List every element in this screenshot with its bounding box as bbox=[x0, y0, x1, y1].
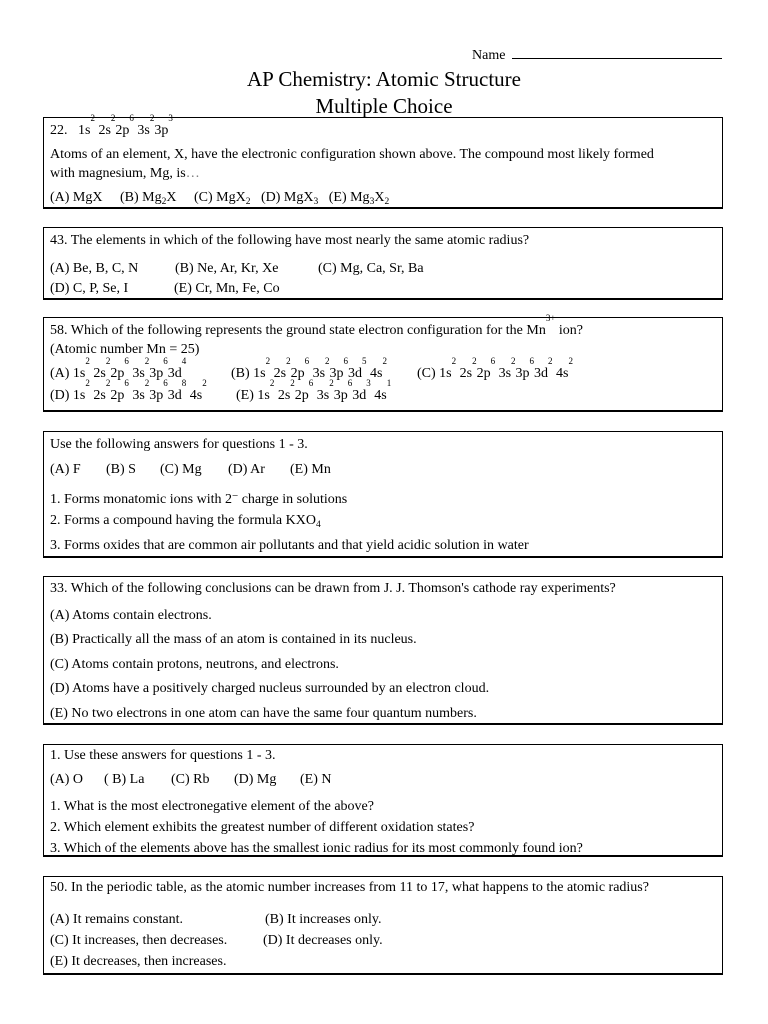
q22-config: $1s^2$ $2s^22p^6$ $3s^23p^3$ bbox=[78, 113, 173, 138]
q58-option-e[interactable]: (E) $1s^2$ $2s^22p^6$ $3s^23p^63d^3$ $4s^1$ bbox=[236, 378, 392, 403]
q33-stem: 33. Which of the following conclusions can be drawn from J. J. Thomson's cathode ray experiments? bbox=[50, 581, 616, 596]
q43-option-e[interactable]: (E) Cr, Mn, Fe, Co bbox=[174, 281, 280, 296]
set1-item-3: 3. Forms oxides that are common air pollutants and that yield acidic solution in water bbox=[50, 538, 529, 553]
set1-option-e[interactable]: (E) Mn bbox=[290, 462, 331, 477]
question-22-box bbox=[43, 113, 723, 209]
set2-option-c[interactable]: (C) Rb bbox=[171, 772, 210, 787]
q33-option-b[interactable]: (B) Practically all the mass of an atom is contained in its nucleus. bbox=[50, 632, 417, 647]
set1-option-c[interactable]: (C) Mg bbox=[160, 462, 202, 477]
set2-option-a[interactable]: (A) O bbox=[50, 772, 84, 787]
name-field bbox=[472, 46, 722, 64]
q58-stem-line2: (Atomic number Mn = 25) bbox=[50, 342, 200, 357]
q50-option-e[interactable]: (E) It decreases, then increases. bbox=[50, 954, 227, 969]
q50-stem: 50. In the periodic table, as the atomic number increases from 11 to 17, what happens to the atomic radius? bbox=[50, 880, 649, 895]
set2-option-d[interactable]: (D) Mg bbox=[234, 772, 277, 787]
q50-option-c[interactable]: (C) It increases, then decreases. bbox=[50, 933, 228, 948]
q43-option-c[interactable]: (C) Mg, Ca, Sr, Ba bbox=[318, 261, 424, 276]
set2-option-e[interactable]: (E) N bbox=[300, 772, 332, 787]
answer-set-2-box bbox=[43, 744, 723, 857]
q22-options bbox=[50, 188, 389, 209]
q43-option-b[interactable]: (B) Ne, Ar, Kr, Xe bbox=[175, 261, 279, 276]
q43-option-a[interactable]: (A) Be, B, C, N bbox=[50, 261, 139, 276]
set1-item-2: 2. Forms a compound having the formula $KXO_4$ bbox=[50, 513, 321, 530]
q50-option-a[interactable]: (A) It remains constant. bbox=[50, 912, 183, 927]
set1-option-a[interactable]: (A) F bbox=[50, 462, 81, 477]
set2-intro: 1. Use these answers for questions 1 - 3. bbox=[50, 748, 276, 763]
set1-intro: Use the following answers for questions 1 - 3. bbox=[50, 437, 308, 452]
q43-stem: 43. The elements in which of the following have most nearly the same atomic radius? bbox=[50, 233, 530, 248]
set2-item-2: 2. Which element exhibits the greatest number of different oxidation states? bbox=[50, 820, 475, 835]
q33-option-c[interactable]: (C) Atoms contain protons, neutrons, and electrons. bbox=[50, 657, 339, 672]
q58-option-d[interactable]: (D) $1s^2$ $2s^22p^6$ $3s^23p^63d^8$ $4s^2$ bbox=[50, 378, 207, 403]
question-50-box bbox=[43, 876, 723, 975]
q58-option-b[interactable]: (B) $1s^2$ $2s^22p^6$ $3s^23p^63d^5$ $4s^2$ bbox=[231, 356, 387, 381]
q50-option-b[interactable]: (B) It increases only. bbox=[265, 912, 382, 927]
q22-header: 22. $1s^2$ $2s^22p^6$ $3s^23p^3$ bbox=[50, 113, 173, 138]
set1-option-b[interactable]: (B) S bbox=[106, 462, 136, 477]
q58-stem: 58. Which of the following represents the ground state electron configuration for the $Mn^{3+}$ ion? bbox=[50, 313, 584, 338]
name-label: Name bbox=[472, 48, 506, 63]
question-58-box bbox=[43, 313, 723, 412]
q50-option-d[interactable]: (D) It decreases only. bbox=[263, 933, 383, 948]
set2-option-b[interactable]: ( B) La bbox=[104, 772, 145, 787]
q43-option-d[interactable]: (D) C, P, Se, I bbox=[50, 281, 129, 296]
q22-stem-line1: Atoms of an element, X, have the electronic configuration shown above. The compound most likely formed bbox=[50, 147, 654, 162]
q33-option-e[interactable]: (E) No two electrons in one atom can have the same four quantum numbers. bbox=[50, 706, 477, 721]
name-blank-line bbox=[512, 46, 722, 59]
question-33-box bbox=[43, 576, 723, 725]
set2-item-3: 3. Which of the elements above has the smallest ionic radius for its most commonly found ion? bbox=[50, 841, 583, 856]
set2-item-1: 1. What is the most electronegative element of the above? bbox=[50, 799, 374, 814]
set1-option-d[interactable]: (D) Ar bbox=[228, 462, 265, 477]
set1-item-1: 1. Forms monatomic ions with 2− charge in solutions bbox=[50, 490, 348, 507]
answer-set-1-box bbox=[43, 431, 723, 558]
q22-option-c[interactable]: (C) MgX$_2$ bbox=[194, 190, 251, 207]
question-43-box bbox=[43, 227, 723, 300]
q58-option-a[interactable]: (A) $1s^2$ $2s^22p^6$ $3s^23p^63d^4$ bbox=[50, 356, 187, 381]
q22-option-a[interactable]: (A) MgX bbox=[50, 190, 103, 205]
q33-option-a[interactable]: (A) Atoms contain electrons. bbox=[50, 608, 212, 623]
page-subtitle: Multiple Choice bbox=[315, 94, 453, 118]
q22-option-d[interactable]: (D) MgX$_3$ bbox=[260, 190, 319, 207]
q22-option-e[interactable]: (E) $Mg_3X_2$ bbox=[328, 190, 390, 207]
q33-option-d[interactable]: (D) Atoms have a positively charged nucleus surrounded by an electron cloud. bbox=[50, 681, 490, 696]
q22-stem-line2: with magnesium, Mg, is… bbox=[50, 166, 200, 181]
q22-option-b[interactable]: (B) $Mg_2X$ bbox=[120, 190, 177, 207]
q58-option-c[interactable]: (C) $1s^2$ $2s^22p^6$ $3s^23p^63d^2$ $4s^2$ bbox=[417, 356, 573, 381]
page-title: AP Chemistry: Atomic Structure bbox=[247, 67, 521, 91]
